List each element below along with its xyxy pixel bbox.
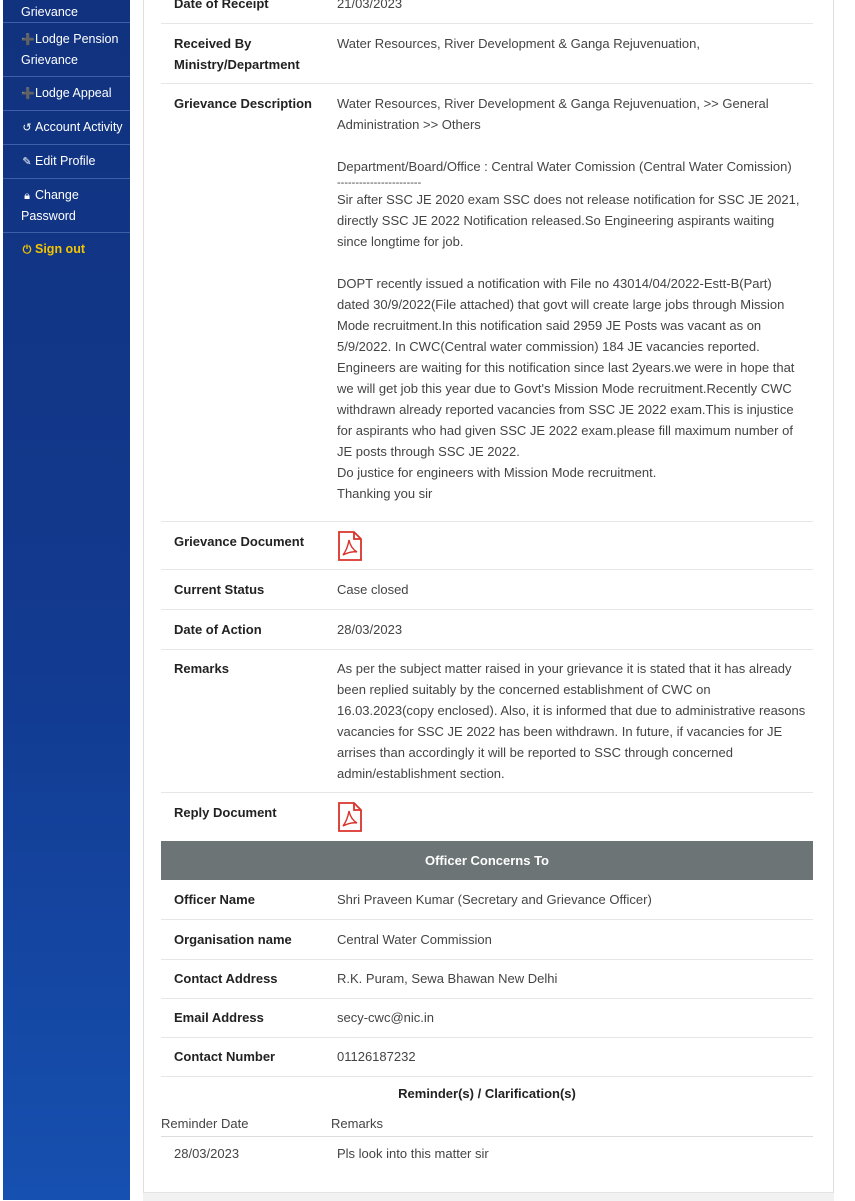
grievance-document-link[interactable] (337, 531, 807, 567)
pdf-icon (337, 802, 363, 832)
sidebar-item-account-activity[interactable] (3, 111, 130, 145)
sidebar-item-label: Lodge Appeal (35, 86, 112, 100)
history-icon: ↺ (22, 122, 32, 134)
field-value: 01126187232 (337, 1049, 416, 1064)
row-current-status (161, 579, 813, 610)
field-value: Central Water Commission (337, 932, 492, 947)
field-value: Water Resources, River Development & Ganga Rejuvenuation, (337, 36, 700, 51)
sidebar-item-lodge-appeal[interactable] (3, 77, 130, 111)
pdf-icon (337, 531, 363, 561)
remarks-value: As per the subject matter raised in your grievance it is stated that it has already been replied suitably by the concerned establishment of CWC on 16.03.2023(copy enclosed). Also, it is informed that due to administrative reasons vacancies for SSC JE 2022 has been withdrawn. In future, if vacancies for JE arrises than accordingly it will be reported to SSC through concerned admin/establishment section. (337, 661, 806, 781)
edit-icon: ✎ (22, 156, 32, 168)
field-label: Current Status (174, 582, 265, 597)
row-remarks (161, 658, 813, 793)
sidebar-item-label: Change Password (21, 188, 79, 223)
sidebar-item-change-password[interactable] (3, 179, 130, 233)
row-officer-name (161, 889, 813, 920)
field-value: R.K. Puram, Sewa Bhawan New Delhi (337, 971, 558, 986)
sidebar-item-label: Account Activity (35, 120, 123, 134)
field-label: Remarks (174, 661, 229, 676)
lock-icon: 🔒︎ (24, 190, 30, 202)
row-grievance-document (161, 531, 813, 570)
reminder-remarks: Pls look into this matter sir (337, 1146, 489, 1161)
sidebar-item-lodge-public-grievance[interactable] (3, 0, 130, 23)
field-label: Organisation name (174, 932, 292, 947)
field-label: Reply Document (174, 805, 277, 820)
row-date-of-action (161, 619, 813, 650)
field-label: Received By Ministry/Department (174, 36, 300, 72)
sidebar-item-sign-out[interactable] (3, 233, 130, 266)
reminders-title: Reminder(s) / Clarification(s) (398, 1086, 576, 1101)
sidebar-item-label: Sign out (35, 242, 85, 256)
field-value: 28/03/2023 (337, 622, 403, 637)
field-label: Date of Action (174, 622, 262, 637)
description-body: DOPT recently issued a notification with File no 43014/04/2022-Estt-B(Part) dated 30/9/2022(File attached) that govt will create large jobs through Mission Mode recruitment.In this notification said 2959 JE Posts was vacant as on 5/9/2022. In CWC(Central water commission) 184 JE vacancies reported. Engineers are waiting for this notification since last 2years.we were in hope that we will get job this year due to Govt's Mission Mode recruitment.Recently CWC withdrawn already reported vacancies from SSC JE 2022 exam.This is injustice for aspirants who had given SSC JE 2022 exam.please fill maximum number of JE posts through SSC JE 2022. Do justice for engineers with Mission Mode recruitment. Thanking you sir (337, 276, 795, 501)
sidebar-item-label: Grievance (21, 5, 78, 19)
reminder-date: 28/03/2023 (174, 1146, 240, 1161)
status-value: Case closed (337, 582, 409, 597)
reminders-table-header (161, 1116, 813, 1137)
field-value: secy-cwc@nic.in (337, 1010, 434, 1025)
plus-circle-icon: ➕ (21, 34, 35, 46)
row-received-by (161, 33, 813, 84)
field-label: Date of Receipt (174, 0, 269, 11)
row-organisation (161, 929, 813, 960)
column-header-date: Reminder Date (161, 1116, 249, 1131)
field-label: Contact Address (174, 971, 278, 986)
sidebar-item-lodge-pension-grievance[interactable] (3, 23, 130, 77)
field-label: Contact Number (174, 1049, 276, 1064)
field-label: Grievance Document (174, 534, 305, 549)
column-header-remarks: Remarks (331, 1116, 384, 1131)
row-email-address (161, 1007, 813, 1038)
officer-section-header: Officer Concerns To (161, 841, 813, 880)
plus-circle-icon: ➕ (21, 88, 35, 100)
description-department: Department/Board/Office : Central Water Comission (Central Water Comission) ----------------------- Sir after SSC JE 2020 exam SSC does not release notification for SSC JE 2021, directly SSC JE 2022 Notification released.So Engineering aspirants waiting since longtime for job. (337, 159, 800, 249)
plus-circle-icon (21, 0, 33, 2)
sidebar (3, 0, 130, 1200)
field-label: Grievance Description (174, 96, 312, 111)
field-value: Shri Praveen Kumar (Secretary and Grievance Officer) (337, 892, 652, 907)
row-contact-number (161, 1046, 813, 1077)
field-label: Officer Name (174, 892, 255, 907)
row-contact-address (161, 968, 813, 999)
row-date-of-receipt (161, 0, 813, 24)
sidebar-item-edit-profile[interactable] (3, 145, 130, 179)
row-grievance-description (161, 93, 813, 522)
field-value (337, 93, 807, 504)
reply-document-link[interactable] (337, 802, 807, 838)
sidebar-item-label: Lodge Pension Grievance (21, 32, 119, 67)
power-icon: ⏻ (22, 244, 32, 256)
sidebar-item-label: Edit Profile (35, 154, 96, 168)
field-value: 21/03/2023 (337, 0, 403, 11)
field-label: Email Address (174, 1010, 264, 1025)
description-category: Water Resources, River Development & Ganga Rejuvenuation, >> General Administration >> Others (337, 96, 769, 132)
row-reply-document (161, 802, 813, 840)
